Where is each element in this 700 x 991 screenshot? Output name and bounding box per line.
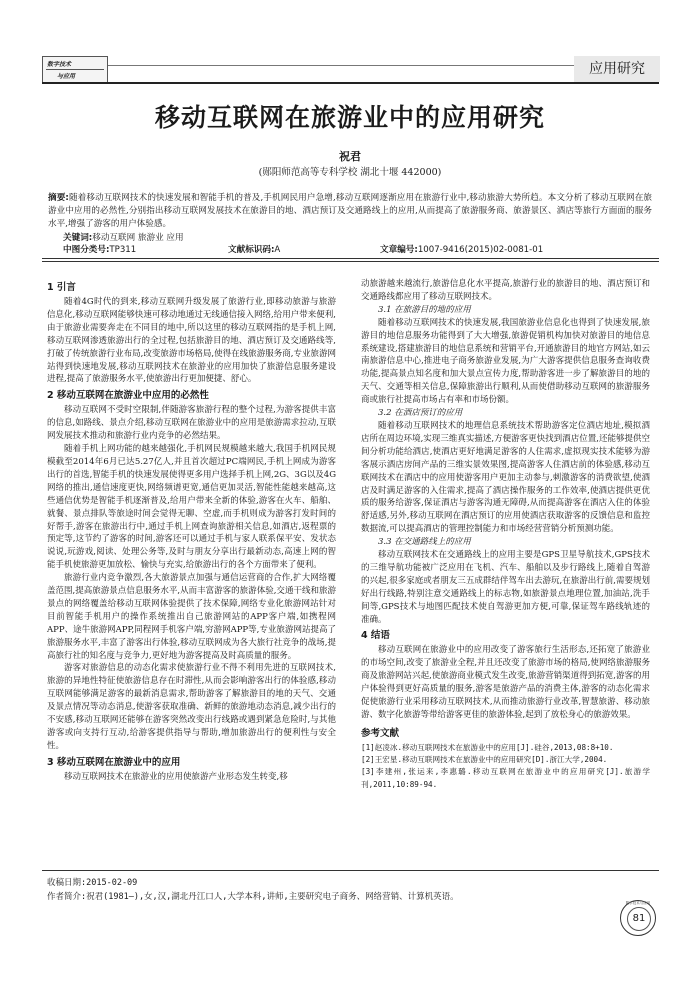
article-number bbox=[380, 243, 543, 255]
abstract-rule bbox=[42, 258, 659, 259]
abstract-rule-2 bbox=[42, 261, 659, 262]
subsection-heading-3-2: 3.2 在酒店预订的应用 bbox=[378, 408, 463, 419]
paragraph: 随着移动互联网技术的快速发展,我国旅游业信息化也得到了快速发展,旅游目的地信息服务功能得到了大大增强,旅游促销机构加快对旅游目的地信息系统建设,搭建旅游目的地信息系统和营销平台,开通旅游目的地官方网站,如云南旅游信息中心,推进电子商务旅游业发展,为广大游客提供信息服务查询收费功能,提高景点知名度和加大景点宣传力度,帮助游客进一步了解旅游目的地的天气、交通等相关信息,保障旅游出行顺利,从而使借助移动互联网的旅游服务商或旅行社提高市场占有率和市场份额。 bbox=[361, 317, 650, 406]
received-date: 收稿日期:2015-02-09 bbox=[47, 878, 138, 888]
section-heading-3: 3 移动互联网在旅游业中的应用 bbox=[47, 756, 181, 768]
doc-code-label: 文献标识码: bbox=[228, 245, 275, 255]
paragraph: 移动互联网在旅游业中的应用改变了游客旅行生活形态,还拓宽了旅游业的市场空间,改变了旅游业全程,并且还改变了旅游市场的格局,使网络旅游服务商及旅游网站兴起,使旅游商业模式发生改变,旅游营销渠道得到拓宽,游客的用户体验得到更好高质量的服务,游客是旅游产品的消费主体,游客的动态化需求促使旅游行业采用移动互联网技术,从而推动旅游行业改革,智慧旅游、移动旅游、数字化旅游等带给游客更佳的旅游体验,起到了放松身心的旅游效果。 bbox=[361, 645, 650, 720]
section-heading-2: 2 移动互联网在旅游业中应用的必然性 bbox=[47, 390, 209, 402]
left-column bbox=[47, 278, 336, 784]
subsection-heading-3-1: 3.1 在旅游目的地的应用 bbox=[378, 304, 471, 315]
abstract bbox=[48, 192, 652, 230]
reference-item: [1]赵凌冰.移动互联网技术在旅游业中的应用[J].硅谷,2013,08:8+10. bbox=[361, 742, 614, 752]
logo-top-text: 数字技术 bbox=[47, 61, 72, 68]
column-label: 应用研究 bbox=[574, 56, 660, 82]
logo-bottom-text: 与应用 bbox=[57, 73, 76, 80]
paragraph: 移动互联网技术在交通路线上的应用主要是GPS卫星导航技术,GPS技术的三维导航功能被广泛应用在飞机、汽车、船舶以及步行路线上,随着自驾游的兴起,很多家庭或者朋友三五成群结伴驾车出去游玩,在旅游出行前,需要规划好出行线路,特别注意交通路线上的标志物,如旅游景点地理位置,加油站,洗手间等,GPS技术与地图匹配技术使自驾游更加方便,可靠,保证驾车路线轨迹的准确。 bbox=[361, 550, 650, 625]
abstract-text: 随着移动互联网技术的快速发展和智能手机的普及,手机网民用户急增,移动互联网逐渐应用在旅游行业中,移动旅游大势所趋。本文分析了移动互联网在旅游业中应用的必然性,分别指出移动互联网发展技术在旅游目的地、酒店预订及交通路线上的应用,从而提高了旅游服务商、旅游景区、酒店等旅行方面面的服务水平,增强了游客的用户体验感。 bbox=[48, 193, 653, 229]
paragraph: 游客对旅游信息的动态化需求使旅游行业不得不利用先进的互联网技术,旅游的异地性特征使旅游信息存在时滞性,从而会影响游客出行的体验感,移动互联网能够满足游客的最新消息需求,帮助游客了解旅游目的地的天气、交通及景点情况等动态消息,使游客获取准确、新鲜的旅游地动态消息,减少出行的不安感,移动互联网还能够在游客突然改变出行线路或遇到紧急危险时,与其他游客或向支持行互动,给游客提供指导与帮助,增加旅游出行的便利性与安全性。 bbox=[47, 663, 336, 751]
abstract-label: 摘要: bbox=[48, 193, 69, 203]
paragraph: 随着手机上网功能的越来越强化,手机网民规模越来越大,我国手机网民规模截至2014年6月已达5.27亿人,并且首次超过PC端网民,手机上网成为游客出行的首选,智能手机的快速发展使得更多用户选择手机上网,2G、3G以及4G网络的推出,通信速度更快,网络频谱更宽,通信更加灵活,智能性能越来越高,这些通信优势是智能手机逐渐普及,给用户带来全新的体验,游客在火车、船舶、就餐、景点排队等旅途时间会觉得无聊、空虚,而手机则成为游客打发时间的好帮手,游客在旅游出行中,通过手机上网查询旅游相关信息,如酒店,返程票的预定等,这节约了游客的时间,游客还可以通过手机与家人联系保平安、发状态说说,玩游戏,阅读、处理公务等,及时与朋友分享出行最新动态,高速上网的智能手机使旅游更加放松、愉快与充实,给旅游出行的各个方面带来了便利。 bbox=[47, 444, 336, 571]
doc-code-value: A bbox=[274, 245, 281, 255]
footnote-rule bbox=[42, 870, 659, 871]
article-no-value: 1007-9416(2015)02-0081-01 bbox=[417, 245, 544, 255]
paragraph: 动旅游越来越流行,旅游信息化水平提高,旅游行业的旅游目的地、酒店预订和交通路线都应用了移动互联网技术。 bbox=[361, 279, 650, 302]
right-column bbox=[361, 278, 650, 791]
badge-text: 数字技术与应用 bbox=[625, 901, 651, 905]
keywords-label: 关键词: bbox=[63, 233, 93, 243]
page-number-badge bbox=[620, 900, 656, 936]
keywords-text: 移动互联网 旅游业 应用 bbox=[92, 233, 184, 243]
article-no-label: 文章编号: bbox=[380, 245, 418, 255]
author-affiliation: (郧阳师范高等专科学校 湖北十堰 442000) bbox=[258, 167, 442, 178]
paragraph: 移动互联网技术在旅游业的应用使旅游产业形态发生转变,移 bbox=[64, 771, 288, 782]
header-thin-rule bbox=[108, 65, 574, 66]
keywords bbox=[63, 231, 184, 243]
clc-value: TP311 bbox=[109, 245, 137, 255]
section-heading-1: 1 引言 bbox=[47, 282, 76, 293]
page-number: 81 bbox=[627, 907, 651, 931]
paragraph: 移动互联网不受时空限制,伴随游客旅游行程的整个过程,为游客提供丰富的信息,如路线、景点介绍,移动互联网在旅游业中的应用是旅游需求拉动,互联网发展技术推动和旅游行业内竞争的必然结果。 bbox=[47, 405, 336, 442]
header-rule bbox=[42, 82, 659, 84]
journal-logo bbox=[42, 56, 108, 84]
references-heading: 参考文献 bbox=[361, 727, 400, 739]
paragraph: 旅游行业内竞争激烈,各大旅游景点加强与通信运营商的合作,扩大网络覆盖范围,提高旅游景点信息服务水平,从而丰富游客的旅游体验,交通干线和旅游景点的网络覆盖给移动互联网体验提供了技术保障,网络专业化旅游网站针对目前智能手机用户的操作系统推出自己旅游网站的APP客户端,如携程网APP、途牛旅游网APP,同程网手机客户端,穷游网APP等,专业旅游网站提高了旅游服务水平,丰富了游客出行体验,移动互联网成为各大旅行社竞争的战场,提高旅行社的知名度与竞争力,更好地为游客提高及时高质量的服务。 bbox=[47, 573, 336, 661]
clc-number bbox=[63, 243, 136, 255]
reference-item: [2]王宏星.移动互联网技术在旅游业中的应用研究[D].浙江大学,2004. bbox=[361, 755, 608, 765]
article-title: 移动互联网在旅游业中的应用研究 bbox=[154, 103, 545, 132]
article-author: 祝君 bbox=[339, 150, 361, 163]
references bbox=[361, 726, 650, 791]
document-code bbox=[228, 243, 280, 255]
paragraph: 随着4G时代的到来,移动互联网升级发展了旅游行业,即移动旅游与旅游信息化,移动互联网能够快速可移动地通过无线通信接入网络,给用户带来便利,由于旅游业需要奔走在不同目的地中,所以这里的移动互联网指的是手机上网,移动互联网渗透旅游出行的全过程,包括旅游目的地、酒店预订及交通路线等,打破了传统旅游行业布局,改变旅游市场格局,使得在线旅游服务商,专业旅游网站得到快速地发展,移动互联网技术在旅游业的应用加快了旅游信息服务建设进程,提高了旅游服务水平,使旅游出行更加便捷、舒心。 bbox=[47, 297, 336, 385]
subsection-heading-3-3: 3.3 在交通路线上的应用 bbox=[378, 537, 471, 548]
reference-item: [3]李建州,张运来,李惠璐.移动互联网在旅游业中的应用研究[J].旅游学刊,2011,10:89-94. bbox=[361, 767, 650, 789]
paragraph: 随着移动互联网技术的地理信息系统技术帮助游客定位酒店地址,模拟酒店所在周边环境,实现三维真实描述,方便游客更快找到酒店位置,还能够提供空间分析功能给酒店,使酒店更好地满足游客的人住需求,虚拟现实技术能够为游客展示酒店房间产品的三维实景效果图,提高游客人住酒店前的体验感,移动互联网技术在酒店中的应用使游客用户更加主动参与,刺激游客的消费欲望,使酒店及时满足游客的入住需求,提高了酒店操作服务的工作效率,使酒店提供更优质的服务给游客,保证酒店与游客沟通无障碍,从而提高游客在酒店入住的体验舒适感,另外,移动互联网在酒店预订的应用使酒店获取游客的反馈信息和监控数据流,可以提高酒店的管理控制能力和市场经营营销分析预测功能。 bbox=[361, 420, 650, 535]
section-heading-4: 4 结语 bbox=[361, 630, 390, 642]
author-bio: 作者简介:祝君(1981—),女,汉,湖北丹江口人,大学本科,讲师,主要研究电子商务、网络营销、计算机英语。 bbox=[47, 892, 459, 902]
clc-label: 中图分类号: bbox=[63, 245, 110, 255]
logo-divider bbox=[46, 69, 104, 70]
